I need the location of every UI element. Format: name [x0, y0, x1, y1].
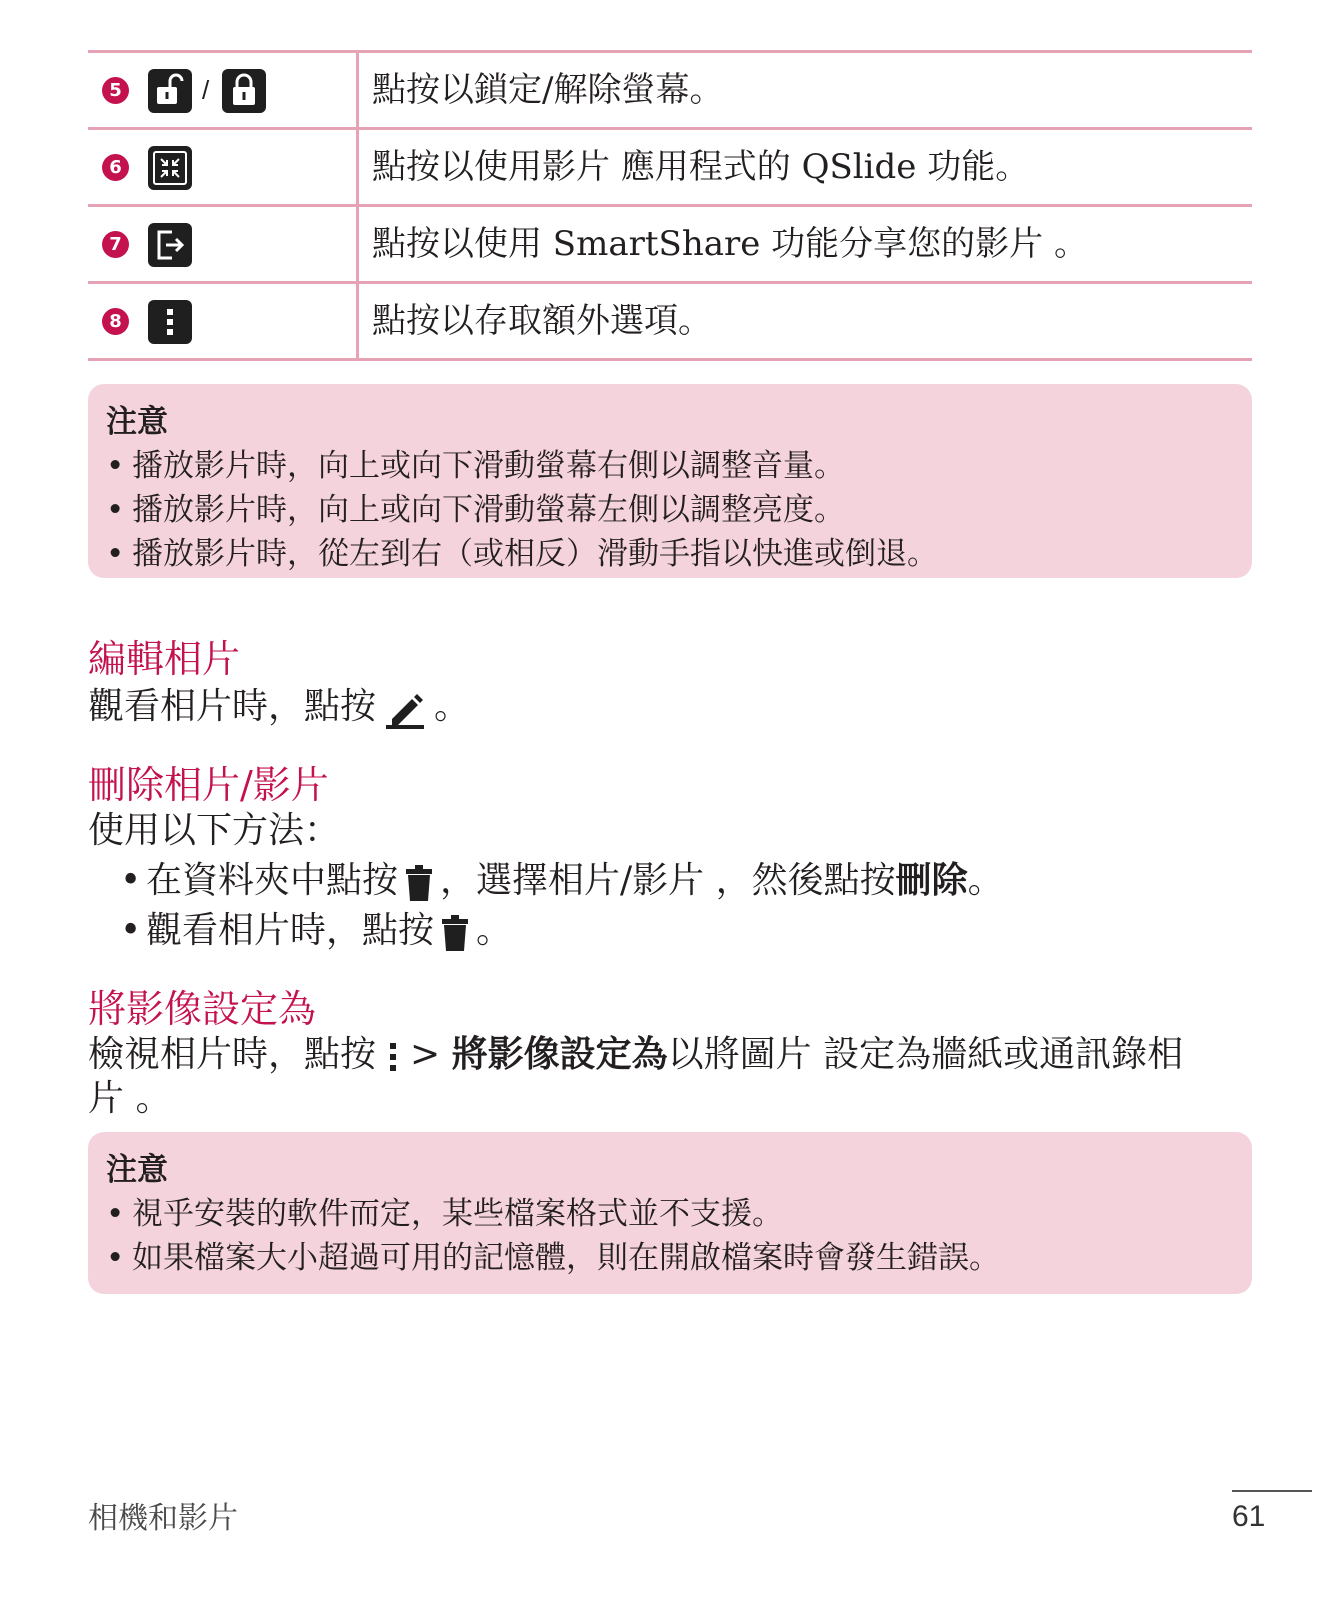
- note-title: 注意: [106, 404, 168, 440]
- table-row: [88, 130, 1252, 207]
- icon-cell: [88, 284, 359, 358]
- delete-method-item: • 觀看相片時，點按 。: [120, 910, 513, 951]
- icon-cell: [88, 130, 359, 204]
- page-number: 61: [1232, 1500, 1266, 1533]
- section-heading-delete: 刪除相片/影片: [88, 763, 329, 807]
- table-row: [88, 284, 1252, 361]
- edit-instruction: 觀看相片時，點按 。: [88, 686, 471, 727]
- set-image-instruction-cont: 片 。: [88, 1078, 172, 1119]
- more-options-icon: [148, 300, 192, 344]
- number-badge: 8: [102, 308, 129, 335]
- delete-method-item: • 在資料夾中點按 ，選擇相片/影片 ，然後點按刪除。: [120, 859, 1004, 901]
- note-item-text: 播放影片時，從左到右（或相反）滑動手指以快進或倒退。: [132, 536, 938, 572]
- note-item: • 視乎安裝的軟件而定，某些檔案格式並不支援。: [106, 1196, 783, 1232]
- trash-icon: [404, 863, 434, 903]
- row-description: 點按以使用 SmartShare 功能分享您的影片 。: [372, 224, 1088, 264]
- number-badge: 6: [102, 154, 129, 181]
- lock-icon: [222, 69, 266, 113]
- note-item-text: 視乎安裝的軟件而定，某些檔案格式並不支援。: [132, 1196, 783, 1232]
- note-box: [88, 384, 1252, 578]
- unlock-icon: [148, 69, 192, 113]
- note-item: • 播放影片時，向上或向下滑動螢幕右側以調整音量。: [106, 448, 845, 484]
- icon-cell: [88, 53, 359, 127]
- row-description: 點按以鎖定/解除螢幕。: [372, 70, 724, 110]
- row-description: 點按以存取額外選項。: [372, 301, 712, 341]
- note-item: • 播放影片時，向上或向下滑動螢幕左側以調整亮度。: [106, 492, 845, 528]
- more-options-icon: [382, 1037, 404, 1077]
- number-badge: 5: [102, 77, 129, 104]
- number-badge: 7: [102, 231, 129, 258]
- note-item-text: 如果檔案大小超過可用的記憶體，則在開啟檔案時會發生錯誤。: [132, 1240, 1000, 1276]
- edit-pencil-icon: [382, 689, 428, 729]
- page-number-rule: [1232, 1490, 1312, 1492]
- icon-cell: [88, 207, 359, 281]
- note-item-text: 播放影片時，向上或向下滑動螢幕右側以調整音量。: [132, 448, 845, 484]
- note-item-text: 播放影片時，向上或向下滑動螢幕左側以調整亮度。: [132, 492, 845, 528]
- delete-intro: 使用以下方法：: [88, 810, 341, 851]
- note-item: • 如果檔案大小超過可用的記憶體，則在開啟檔案時會發生錯誤。: [106, 1240, 1000, 1276]
- note-box: [88, 1132, 1252, 1294]
- table-row: [88, 207, 1252, 284]
- section-heading-edit: 編輯相片: [88, 637, 241, 681]
- share-icon: [148, 223, 192, 267]
- row-description: 點按以使用影片 應用程式的 QSlide 功能。: [372, 147, 1030, 187]
- trash-icon: [440, 913, 470, 953]
- note-title: 注意: [106, 1152, 168, 1188]
- table-row: [88, 53, 1252, 130]
- note-item: • 播放影片時，從左到右（或相反）滑動手指以快進或倒退。: [106, 536, 938, 572]
- qslide-icon: [148, 146, 192, 190]
- function-table: [88, 50, 1252, 361]
- footer-section-title: 相機和影片: [88, 1501, 238, 1536]
- set-image-instruction: 檢視相片時，點按 > 將影像設定為以將圖片 設定為牆紙或通訊錄相: [88, 1033, 1184, 1075]
- icon-separator: /: [202, 75, 210, 105]
- section-heading-set-image: 將影像設定為: [88, 987, 317, 1031]
